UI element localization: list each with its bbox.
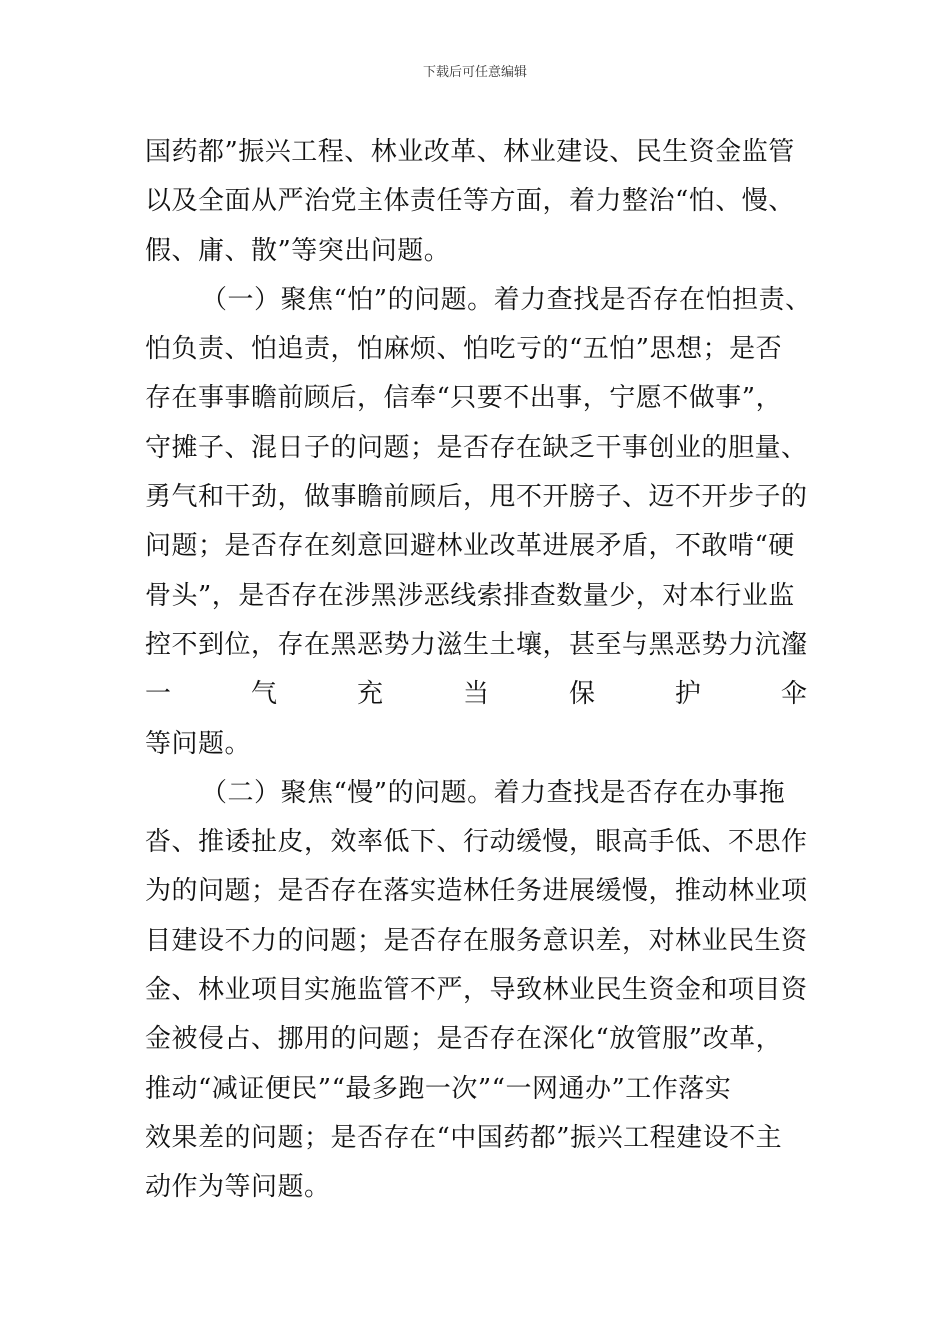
- text-line: 勇气和干劲，做事瞻前顾后，甩不开膀子、迈不开步子的: [145, 482, 808, 513]
- text-line: 沓、推诿扯皮，效率低下、行动缓慢，眼高手低、不思作: [145, 827, 808, 858]
- justified-char: 护: [674, 679, 701, 710]
- text-line: 怕负责、怕追责，怕麻烦、怕吃亏的“五怕”思想；是否: [145, 334, 783, 365]
- text-line: 效果差的问题；是否存在“中国药都”振兴工程建设不主: [145, 1122, 783, 1153]
- justified-char: 气: [250, 679, 277, 710]
- justified-char: 充: [356, 679, 383, 710]
- text-line: 等问题。: [145, 728, 252, 759]
- paragraph-first-line: （一）聚焦“怕”的问题。着力查找是否存在怕担责、: [201, 284, 812, 315]
- text-line: 守摊子、混日子的问题；是否存在缺乏干事创业的胆量、: [145, 432, 808, 463]
- paragraph-first-line: （二）聚焦“慢”的问题。着力查找是否存在办事拖: [201, 777, 786, 808]
- text-line: 骨头”，是否存在涉黑涉恶线索排查数量少，对本行业监: [145, 580, 795, 611]
- text-line: 目建设不力的问题；是否存在服务意识差，对林业民生资: [145, 925, 808, 956]
- justified-text-line: [145, 670, 807, 719]
- justified-char: 一: [145, 679, 172, 710]
- text-line: 国药都”振兴工程、林业改革、林业建设、民生资金监管: [145, 137, 795, 167]
- justified-char: 伞: [780, 679, 807, 710]
- text-line: 控不到位，存在黑恶势力滋生土壤，甚至与黑恶势力沆瀣: [145, 629, 808, 660]
- document-body: [145, 128, 812, 1213]
- text-line: 金被侵占、挪用的问题；是否存在深化“放管服”改革，: [145, 1024, 783, 1055]
- text-line: 以及全面从严治党主体责任等方面，着力整治“怕、慢、: [145, 186, 795, 217]
- text-line: 为的问题；是否存在落实造林任务进展缓慢，推动林业项: [145, 876, 808, 907]
- text-line: 问题；是否存在刻意回避林业改革进展矛盾，不敢啃“硬: [145, 531, 795, 562]
- text-line: 推动“减证便民”“最多跑一次”“一网通办”工作落实: [145, 1073, 732, 1104]
- page-header: 下载后可任意编辑: [422, 65, 527, 80]
- text-line: 动作为等问题。: [145, 1172, 331, 1203]
- justified-char: 当: [462, 679, 489, 710]
- text-line: 存在事事瞻前顾后，信奉“只要不出事，宁愿不做事”，: [145, 383, 783, 414]
- text-line: 金、林业项目实施监管不严，导致林业民生资金和项目资: [145, 975, 808, 1006]
- justified-char: 保: [568, 679, 595, 710]
- text-line: 假、庸、散”等突出问题。: [145, 235, 451, 266]
